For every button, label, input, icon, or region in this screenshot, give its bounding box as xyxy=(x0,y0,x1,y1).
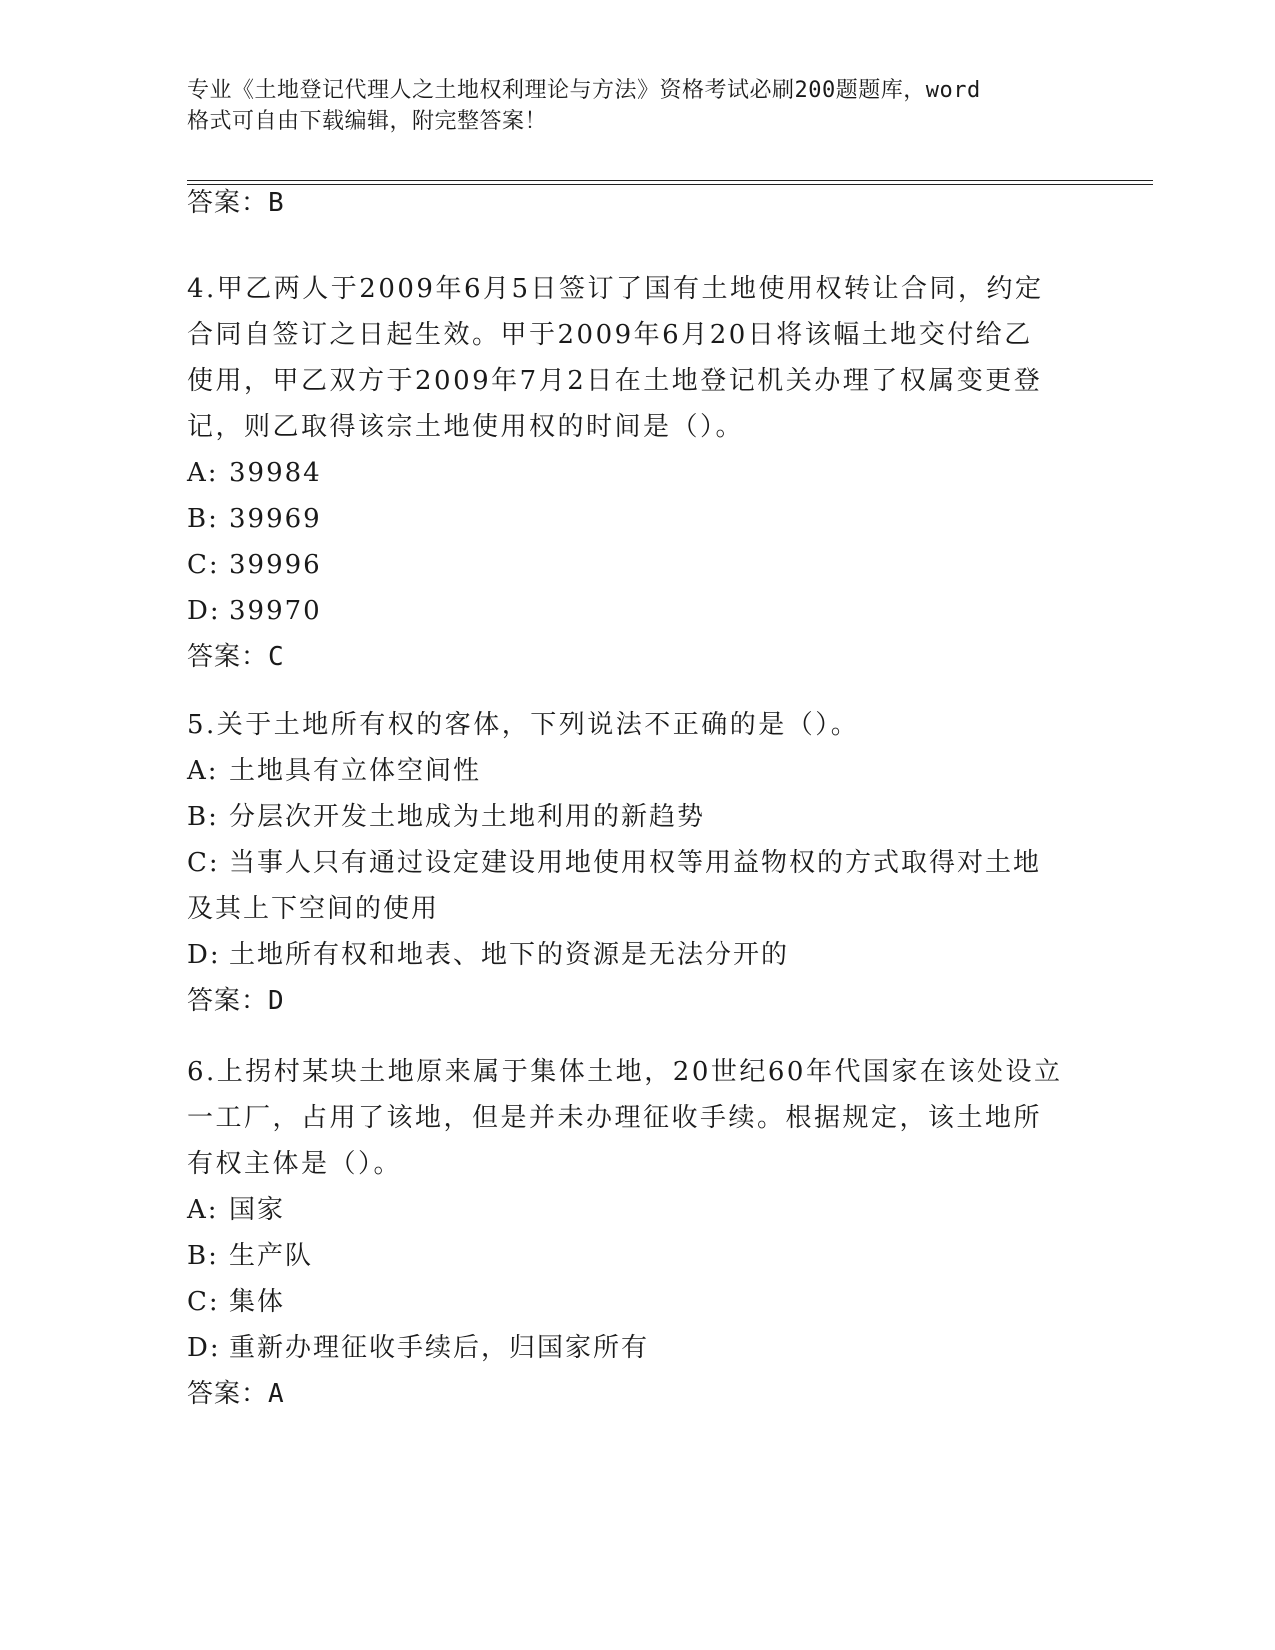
option-letter: D: xyxy=(187,940,221,970)
header-title-line-1: 专业《土地登记代理人之土地权利理论与方法》资格考试必刷200题题库，word xyxy=(187,78,981,103)
option-text: 39996 xyxy=(229,550,322,580)
previous-answer: 答案：B xyxy=(187,188,285,218)
answer-label: 答案：A xyxy=(187,1379,285,1409)
answer-label: 答案：D xyxy=(187,986,285,1016)
question-block-4 xyxy=(187,266,1087,680)
option-letter: C: xyxy=(187,848,220,878)
option-a xyxy=(187,450,1087,496)
document-header xyxy=(187,75,1067,137)
option-c xyxy=(187,542,1087,588)
option-letter: C: xyxy=(187,1287,220,1317)
option-c xyxy=(187,840,1047,932)
option-letter: A: xyxy=(187,1195,219,1225)
option-letter: B: xyxy=(187,504,219,534)
option-a xyxy=(187,1187,1087,1233)
header-title-line-2: 格式可自由下载编辑，附完整答案！ xyxy=(187,109,548,134)
option-d xyxy=(187,932,1087,978)
option-letter: D: xyxy=(187,596,221,626)
option-letter: A: xyxy=(187,458,219,488)
option-c xyxy=(187,1279,1087,1325)
question-block-5 xyxy=(187,702,1087,1024)
option-text: 分层次开发土地成为土地利用的新趋势 xyxy=(229,802,706,832)
question-block-6 xyxy=(187,1049,1087,1417)
option-text: 土地所有权和地表、地下的资源是无法分开的 xyxy=(229,940,790,970)
option-text: 39984 xyxy=(229,458,322,488)
question-text: 6.上拐村某块土地原来属于集体土地，20世纪60年代国家在该处设立一工厂，占用了该地，但是并未办理征收手续。根据规定，该土地所有权主体是（）。 xyxy=(187,1057,1063,1179)
option-text: 39969 xyxy=(229,504,322,534)
option-letter: A: xyxy=(187,756,219,786)
option-text: 土地具有立体空间性 xyxy=(229,756,482,786)
option-b xyxy=(187,794,1087,840)
option-text: 当事人只有通过设定建设用地使用权等用益物权的方式取得对土地及其上下空间的使用 xyxy=(187,848,1042,924)
option-text: 重新办理征收手续后，归国家所有 xyxy=(229,1333,650,1363)
option-d xyxy=(187,1325,1087,1371)
option-text: 生产队 xyxy=(229,1241,314,1271)
option-text: 集体 xyxy=(229,1287,286,1317)
option-b xyxy=(187,496,1087,542)
option-letter: C: xyxy=(187,550,220,580)
option-letter: B: xyxy=(187,1241,219,1271)
answer-label: 答案：C xyxy=(187,642,285,672)
option-d xyxy=(187,588,1087,634)
option-b xyxy=(187,1233,1087,1279)
question-text: 4.甲乙两人于2009年6月5日签订了国有土地使用权转让合同，约定合同自签订之日起生效。甲于2009年6月20日将该幅土地交付给乙使用，甲乙双方于2009年7月2日在土地登记机关办理了权属变更登记，则乙取得该宗土地使用权的时间是（）。 xyxy=(187,274,1044,442)
option-letter: B: xyxy=(187,802,219,832)
option-a xyxy=(187,748,1087,794)
option-text: 39970 xyxy=(229,596,322,626)
option-letter: D: xyxy=(187,1333,221,1363)
question-text: 5.关于土地所有权的客体，下列说法不正确的是（）。 xyxy=(187,710,860,740)
option-text: 国家 xyxy=(229,1195,286,1225)
